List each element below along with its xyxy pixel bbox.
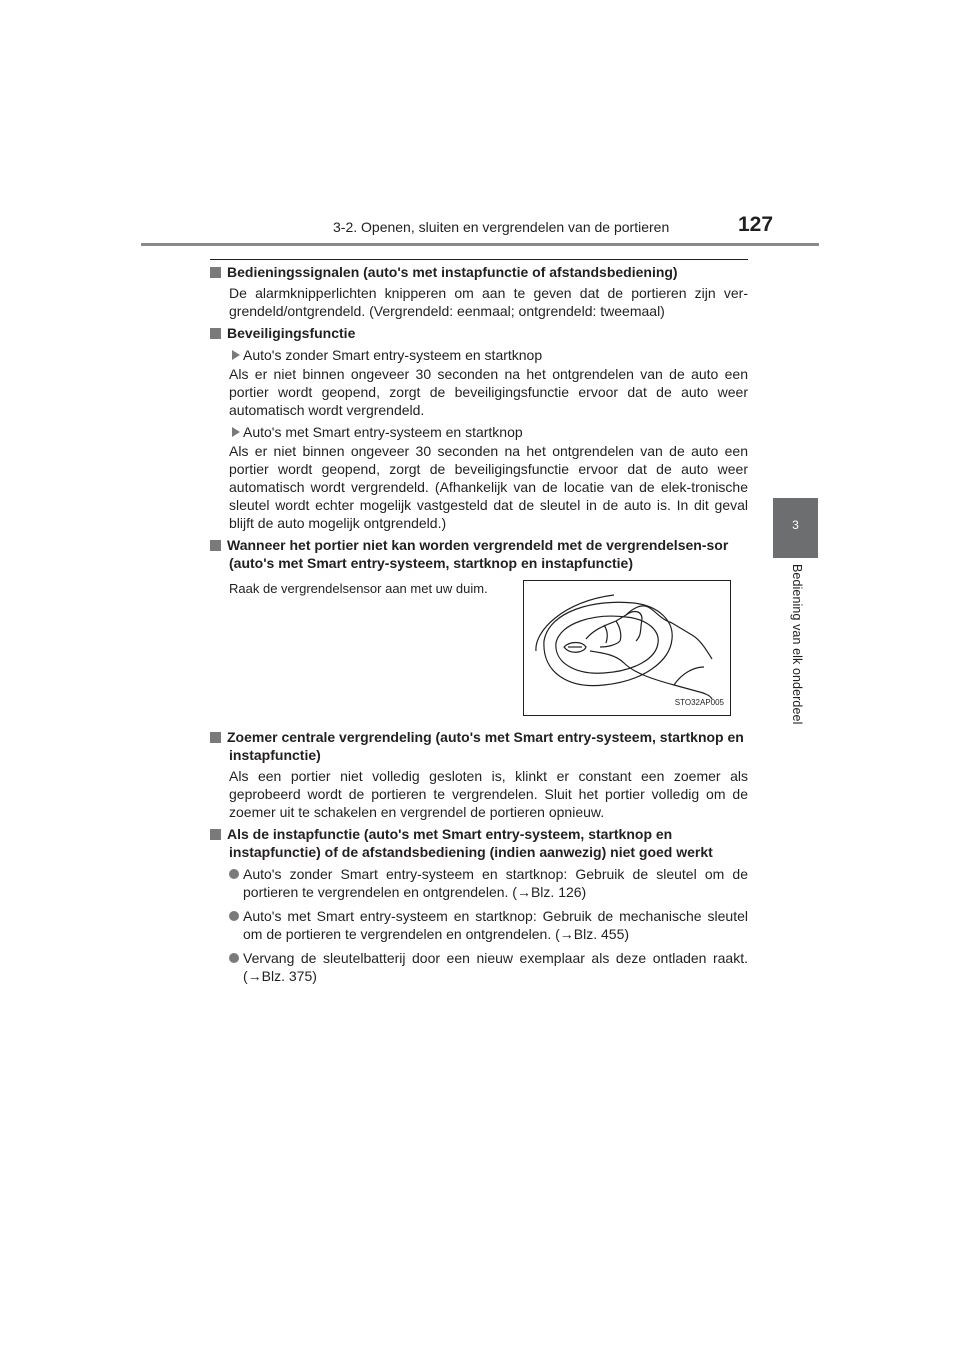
subsection-label bbox=[229, 346, 748, 364]
subsection bbox=[229, 346, 748, 532]
list-item-text: Auto's met Smart entry-systeem en startknop: Gebruik de mechanische sleutel om de portieren te vergrendelen en ontgrendelen. (→Blz. 455) bbox=[243, 908, 748, 942]
triangle-bullet-icon bbox=[232, 427, 240, 437]
square-bullet-icon bbox=[210, 829, 221, 840]
heading-text: Wanneer het portier niet kan worden vergrendeld met de vergrendelsen-sor (auto's met Smart entry-systeem, startknop en instapfunctie) bbox=[227, 537, 729, 571]
heading-text: Beveiligingsfunctie bbox=[227, 325, 356, 341]
page-header-title: 3-2. Openen, sluiten en vergrendelen van de portieren bbox=[333, 219, 670, 235]
section-heading bbox=[210, 536, 748, 572]
figure-id-label: STO32AP005 bbox=[674, 698, 724, 707]
chapter-tab bbox=[773, 498, 818, 558]
heading-text: Bedieningssignalen (auto's met instapfunctie of afstandsbediening) bbox=[227, 264, 678, 280]
section-heading bbox=[210, 728, 748, 764]
paragraph: De alarmknipperlichten knipperen om aan te geven dat de portieren zijn ver-grendeld/ontgrendeld. (Vergrendeld: eenmaal; ontgrendeld: tweemaal) bbox=[229, 285, 748, 319]
figure-row bbox=[229, 580, 748, 724]
square-bullet-icon bbox=[210, 328, 221, 339]
triangle-bullet-icon bbox=[232, 350, 240, 360]
subsection-label-text: Auto's zonder Smart entry-systeem en startknop bbox=[243, 347, 543, 363]
round-bullet-icon bbox=[229, 869, 239, 879]
section-heading bbox=[210, 324, 748, 342]
list-item bbox=[229, 865, 748, 901]
header-rule bbox=[141, 243, 819, 246]
heading-text: Als de instapfunctie (auto's met Smart entry-systeem, startknop en instapfunctie) of de afstandsbediening (indien aanwezig) niet goed werkt bbox=[227, 826, 713, 860]
subsection-label-text: Auto's met Smart entry-systeem en startknop bbox=[243, 424, 523, 440]
square-bullet-icon bbox=[210, 267, 221, 278]
chapter-side-label: Bediening van elk onderdeel bbox=[790, 564, 804, 725]
paragraph: Als een portier niet volledig gesloten is, klinkt er constant een zoemer als geprobeerd wordt de portieren te vergrendelen. Sluit het portier volledig om de zoemer uit te schakelen en vergrendel de portieren opnieuw. bbox=[229, 768, 748, 820]
list-item-text: Vervang de sleutelbatterij door een nieuw exemplaar als deze ontladen raakt. (→Blz. 375) bbox=[243, 950, 748, 984]
paragraph: Als er niet binnen ongeveer 30 seconden na het ontgrendelen van de auto een portier wordt geopend, zorgt de beveiligingsfunctie ervoor dat de auto weer automatisch wordt vergrendeld. (Afhankelijk van de locatie van de elek-tronische sleutel wordt echter mogelijk vastgesteld dat de sleutel in de auto is. In dit geval blijft de auto mogelijk ontgrendeld.) bbox=[229, 443, 748, 531]
section-top-rule bbox=[210, 259, 748, 260]
list-item bbox=[229, 949, 748, 985]
round-bullet-icon bbox=[229, 911, 239, 921]
door-handle-illustration bbox=[523, 580, 731, 716]
section-heading bbox=[210, 825, 748, 861]
heading-text: Zoemer centrale vergrendeling (auto's met Smart entry-systeem, startknop en instapfunctie) bbox=[227, 729, 744, 763]
square-bullet-icon bbox=[210, 732, 221, 743]
chapter-tab-number: 3 bbox=[792, 518, 799, 532]
square-bullet-icon bbox=[210, 540, 221, 551]
page-number: 127 bbox=[738, 213, 774, 236]
list-item-text: Auto's zonder Smart entry-systeem en startknop: Gebruik de sleutel om de portieren te vergrendelen en ontgrendelen. (→Blz. 126) bbox=[243, 866, 748, 900]
page-content bbox=[210, 263, 748, 991]
list-item bbox=[229, 907, 748, 943]
round-bullet-icon bbox=[229, 953, 239, 963]
figure-caption: Raak de vergrendelsensor aan met uw duim. bbox=[229, 581, 488, 596]
subsection-label bbox=[229, 423, 748, 441]
paragraph: Als er niet binnen ongeveer 30 seconden na het ontgrendelen van de auto een portier wordt geopend, zorgt de beveiligingsfunctie ervoor dat de auto weer automatisch wordt vergrendeld. bbox=[229, 366, 748, 418]
section-heading bbox=[210, 263, 748, 281]
